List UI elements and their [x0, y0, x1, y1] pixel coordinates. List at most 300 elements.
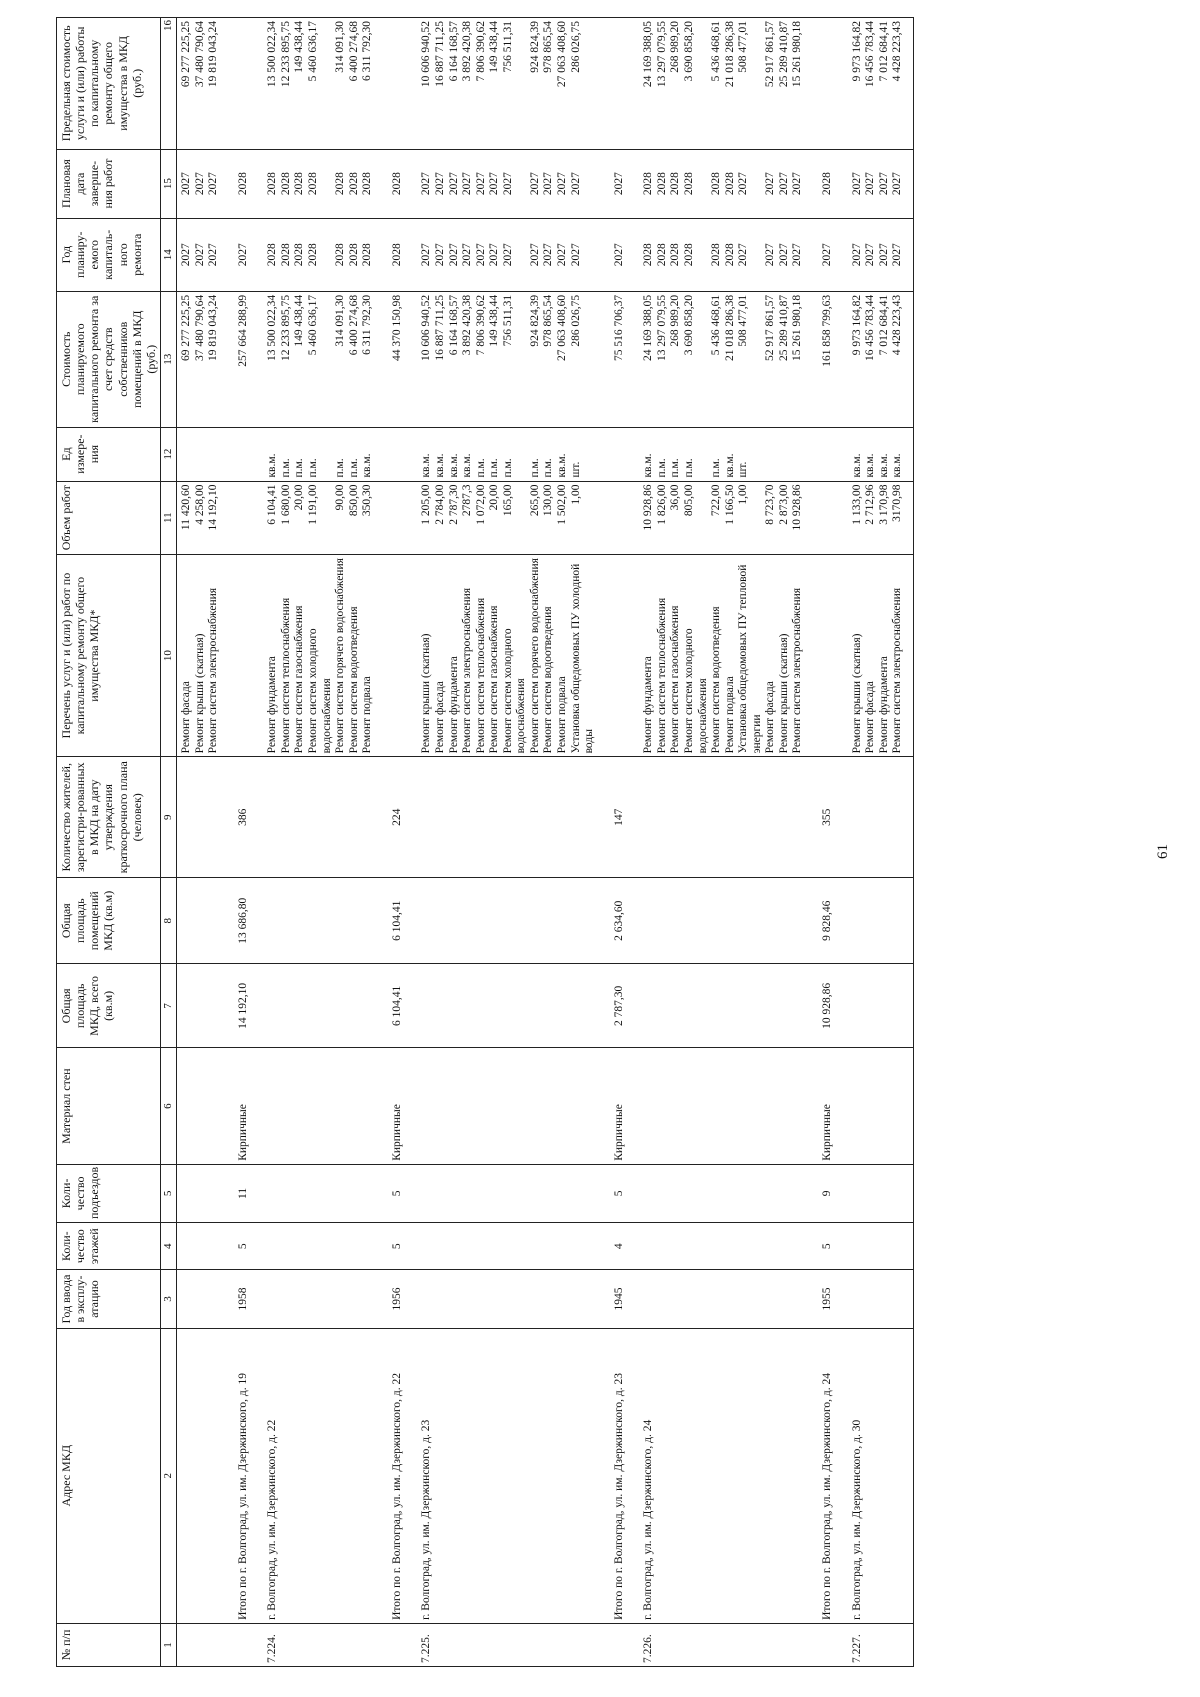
empty-cell [805, 964, 821, 1048]
row-number [669, 1623, 683, 1666]
empty-cell [851, 878, 865, 964]
row-number [502, 1623, 529, 1666]
header-entrances: Коли-чество подъездов [57, 1164, 161, 1222]
work-limit-cost: 19 819 043,24 [207, 18, 221, 150]
empty-cell [250, 481, 266, 554]
empty-cell [348, 757, 362, 878]
empty-cell [669, 878, 683, 964]
header-area-total: Общая площадь МКД, всего (кв.м) [57, 964, 161, 1048]
empty-cell [404, 964, 420, 1048]
empty-cell [556, 1222, 570, 1269]
work-name: Ремонт систем электроснабжения [791, 554, 805, 757]
empty-cell [656, 757, 670, 878]
work-year: 2027 [556, 218, 570, 291]
empty-cell [642, 1164, 656, 1222]
empty-cell [683, 878, 710, 964]
work-limit-cost: 6 164 168,57 [448, 18, 462, 150]
work-limit-cost: 508 477,01 [737, 18, 764, 150]
work-year: 2027 [791, 218, 805, 291]
work-year: 2027 [891, 218, 905, 291]
empty-cell [724, 1222, 738, 1269]
empty-cell [334, 878, 348, 964]
work-end-date: 2027 [434, 149, 448, 218]
empty-cell [361, 757, 375, 878]
empty-cell [669, 1164, 683, 1222]
work-cost: 13 297 079,55 [656, 291, 670, 427]
empty-cell [878, 757, 892, 878]
work-name: Ремонт систем газоснабжения [669, 554, 683, 757]
empty-cell [805, 1328, 821, 1623]
empty-cell [556, 964, 570, 1048]
work-year: 2027 [864, 218, 878, 291]
spacer-row [835, 18, 851, 1667]
empty-cell [778, 964, 792, 1048]
empty-cell [613, 554, 627, 757]
empty-cell [891, 964, 905, 1048]
empty-cell [307, 1270, 334, 1328]
work-volume: 2 873,00 [778, 481, 792, 554]
work-volume: 11 420,60 [177, 481, 194, 554]
empty-cell [461, 1222, 475, 1269]
empty-cell [529, 1222, 543, 1269]
empty-cell [420, 1164, 434, 1222]
empty-cell [764, 964, 778, 1048]
column-number: 9 [161, 757, 177, 878]
empty-cell [791, 964, 805, 1048]
empty-cell [334, 1270, 348, 1328]
work-limit-cost: 3 690 858,20 [683, 18, 710, 150]
empty-cell [280, 878, 294, 964]
empty-cell [878, 1048, 892, 1164]
work-name: Ремонт систем электроснабжения [207, 554, 221, 757]
empty-cell [878, 964, 892, 1048]
total-area: 6 104,41 [391, 964, 405, 1048]
empty-cell [502, 1048, 529, 1164]
work-name: Ремонт подвала [724, 554, 738, 757]
empty-cell [237, 427, 251, 481]
work-name: Ремонт крыши (скатная) [778, 554, 792, 757]
total-rooms-area: 9 828,46 [821, 878, 835, 964]
work-limit-cost: 25 289 410,87 [778, 18, 792, 150]
row-number [737, 1623, 764, 1666]
work-row [280, 18, 294, 1667]
empty-cell [448, 1164, 462, 1222]
empty-cell [878, 1164, 892, 1222]
work-limit-cost: 10 606 940,52 [420, 18, 434, 150]
work-end-date: 2028 [307, 149, 334, 218]
empty-cell [375, 18, 391, 150]
work-unit: п.м. [348, 427, 362, 481]
work-name: Ремонт фасада [434, 554, 448, 757]
empty-cell [177, 964, 194, 1048]
empty-cell [502, 1270, 529, 1328]
empty-cell [250, 291, 266, 427]
empty-cell [375, 1222, 391, 1269]
empty-cell [461, 1164, 475, 1222]
work-year: 2027 [448, 218, 462, 291]
empty-cell [626, 1270, 642, 1328]
empty-cell [221, 1222, 237, 1269]
empty-cell [905, 1164, 914, 1222]
work-volume: 36,00 [669, 481, 683, 554]
work-name: Ремонт фундамента [266, 554, 280, 757]
work-cost: 21 018 286,38 [724, 291, 738, 427]
work-volume: 805,00 [683, 481, 710, 554]
total-residents: 224 [391, 757, 405, 878]
work-year: 2028 [669, 218, 683, 291]
work-unit: кв.м. [361, 427, 375, 481]
work-row [669, 18, 683, 1667]
empty-cell [375, 1270, 391, 1328]
total-year: 2028 [391, 218, 405, 291]
work-volume: 1 205,00 [420, 481, 434, 554]
empty-cell [891, 1270, 905, 1328]
empty-cell [250, 18, 266, 150]
empty-cell [597, 218, 613, 291]
empty-cell [475, 964, 489, 1048]
empty-cell [597, 149, 613, 218]
empty-cell [656, 1222, 670, 1269]
work-unit: п.м. [280, 427, 294, 481]
work-year: 2027 [764, 218, 778, 291]
empty-cell [805, 757, 821, 878]
work-end-date: 2028 [348, 149, 362, 218]
empty-cell [502, 757, 529, 878]
row-number [891, 1623, 905, 1666]
empty-cell [461, 1270, 475, 1328]
work-year: 2028 [280, 218, 294, 291]
work-volume: 90,00 [334, 481, 348, 554]
work-cost: 19 819 043,24 [207, 291, 221, 427]
empty-cell [891, 1164, 905, 1222]
total-row [237, 18, 251, 1667]
empty-cell [669, 757, 683, 878]
total-entrances: 5 [613, 1164, 627, 1222]
empty-cell [626, 427, 642, 481]
empty-cell [891, 1222, 905, 1269]
work-unit: п.м. [669, 427, 683, 481]
empty-cell [805, 149, 821, 218]
work-name: Ремонт систем холодного водоснабжения [683, 554, 710, 757]
empty-cell [597, 481, 613, 554]
empty-cell [293, 964, 307, 1048]
work-volume: 1 680,00 [280, 481, 294, 554]
total-rooms-area: 2 634,60 [613, 878, 627, 964]
empty-cell [221, 1048, 237, 1164]
empty-cell [391, 481, 405, 554]
spacer-row [404, 18, 420, 1667]
empty-cell [542, 1048, 556, 1164]
empty-cell [851, 1222, 865, 1269]
work-limit-cost: 13 297 079,55 [656, 18, 670, 150]
empty-cell [597, 427, 613, 481]
empty-cell [391, 554, 405, 757]
empty-cell [434, 1048, 448, 1164]
empty-cell [420, 964, 434, 1048]
empty-cell [488, 757, 502, 878]
empty-cell [280, 1270, 294, 1328]
empty-cell [851, 757, 865, 878]
work-volume: 850,00 [348, 481, 362, 554]
empty-cell [626, 481, 642, 554]
empty-cell [556, 1048, 570, 1164]
empty-cell [613, 481, 627, 554]
empty-cell [375, 1048, 391, 1164]
empty-cell [448, 1048, 462, 1164]
column-number: 7 [161, 964, 177, 1048]
empty-cell [207, 1222, 221, 1269]
empty-cell [529, 964, 543, 1048]
address-cell [434, 1328, 448, 1623]
work-year: 2027 [420, 218, 434, 291]
work-limit-cost: 69 277 225,25 [177, 18, 194, 150]
work-row [891, 18, 905, 1667]
work-end-date: 2027 [864, 149, 878, 218]
empty-cell [434, 878, 448, 964]
empty-cell [683, 964, 710, 1048]
work-volume: 350,30 [361, 481, 375, 554]
work-limit-cost: 149 438,44 [488, 18, 502, 150]
empty-cell [656, 1164, 670, 1222]
empty-cell [375, 1328, 391, 1623]
total-residents: 355 [821, 757, 835, 878]
empty-cell [626, 878, 642, 964]
row-number [864, 1623, 878, 1666]
work-end-date: 2027 [529, 149, 543, 218]
work-volume: 20,00 [293, 481, 307, 554]
empty-cell [737, 1164, 764, 1222]
header-works: Перечень услуг и (или) работ по капитальному ремонту общего имущества МКД* [57, 554, 161, 757]
empty-cell [556, 757, 570, 878]
empty-cell [570, 757, 597, 878]
address-cell [461, 1328, 475, 1623]
row-number [710, 1623, 724, 1666]
column-number: 2 [161, 1328, 177, 1623]
work-cost: 13 500 022,34 [266, 291, 280, 427]
empty-cell [293, 757, 307, 878]
work-row [656, 18, 670, 1667]
work-row [791, 18, 805, 1667]
empty-cell [737, 1270, 764, 1328]
empty-cell [488, 878, 502, 964]
empty-cell [656, 878, 670, 964]
empty-cell [420, 1270, 434, 1328]
work-cost: 9 973 164,82 [851, 291, 865, 427]
work-unit: п.м. [293, 427, 307, 481]
empty-cell [835, 1164, 851, 1222]
work-cost: 3 892 420,38 [461, 291, 475, 427]
total-residents: 386 [237, 757, 251, 878]
work-limit-cost: 7 012 684,41 [878, 18, 892, 150]
work-unit: кв.м. [891, 427, 905, 481]
empty-cell [626, 757, 642, 878]
empty-cell [266, 1270, 280, 1328]
empty-cell [835, 481, 851, 554]
empty-cell [221, 481, 237, 554]
empty-cell [710, 1048, 724, 1164]
work-limit-cost: 756 511,31 [502, 18, 529, 150]
work-cost: 4 428 223,43 [891, 291, 905, 427]
work-row [642, 18, 656, 1667]
work-limit-cost: 15 261 980,18 [791, 18, 805, 150]
empty-cell [194, 1164, 208, 1222]
empty-cell [404, 1328, 420, 1623]
empty-cell [626, 149, 642, 218]
total-rooms-area: 6 104,41 [391, 878, 405, 964]
work-limit-cost: 3 892 420,38 [461, 18, 475, 150]
empty-cell [361, 964, 375, 1048]
empty-cell [221, 18, 237, 150]
work-row [207, 18, 221, 1667]
total-year-built: 1945 [613, 1270, 627, 1328]
empty-cell [375, 1623, 391, 1666]
work-cost: 10 606 940,52 [420, 291, 434, 427]
row-number: 7.227. [851, 1623, 865, 1666]
total-residents: 147 [613, 757, 627, 878]
empty-cell [434, 757, 448, 878]
empty-cell [805, 291, 821, 427]
empty-cell [835, 427, 851, 481]
total-year: 2027 [613, 218, 627, 291]
empty-cell [724, 878, 738, 964]
empty-cell [683, 1048, 710, 1164]
empty-cell [207, 964, 221, 1048]
work-row [348, 18, 362, 1667]
row-number [361, 1623, 375, 1666]
empty-cell [293, 1270, 307, 1328]
empty-cell [710, 964, 724, 1048]
empty-cell [488, 1222, 502, 1269]
work-year: 2027 [488, 218, 502, 291]
empty-cell [177, 1270, 194, 1328]
empty-cell [375, 878, 391, 964]
address-cell [448, 1328, 462, 1623]
work-unit [194, 427, 208, 481]
empty-cell [835, 757, 851, 878]
empty-cell [280, 1048, 294, 1164]
work-volume: 1 826,00 [656, 481, 670, 554]
empty-cell [237, 481, 251, 554]
empty-cell [642, 1048, 656, 1164]
empty-cell [529, 878, 543, 964]
empty-cell [805, 481, 821, 554]
work-limit-cost: 5 460 636,17 [307, 18, 334, 150]
work-cost: 756 511,31 [502, 291, 529, 427]
address-cell: г. Волгоград, ул. им. Дзержинского, д. 23 [420, 1328, 434, 1623]
empty-cell [375, 554, 391, 757]
empty-cell [266, 878, 280, 964]
empty-cell [570, 878, 597, 964]
row-number [475, 1623, 489, 1666]
empty-cell [597, 554, 613, 757]
work-row [737, 18, 764, 1667]
work-year: 2027 [461, 218, 475, 291]
work-unit: п.м. [475, 427, 489, 481]
empty-cell [207, 1048, 221, 1164]
work-unit: кв.м. [434, 427, 448, 481]
total-row [613, 18, 627, 1667]
empty-cell [864, 878, 878, 964]
work-volume: 10 928,86 [642, 481, 656, 554]
work-name: Установка общедомовых ПУ тепловой энергии [737, 554, 764, 757]
total-floors: 4 [613, 1222, 627, 1269]
empty-cell [221, 427, 237, 481]
empty-cell [293, 1048, 307, 1164]
empty-cell [805, 1623, 821, 1666]
work-row [307, 18, 334, 1667]
column-number: 3 [161, 1270, 177, 1328]
empty-cell [221, 554, 237, 757]
empty-cell [891, 757, 905, 878]
work-row [864, 18, 878, 1667]
work-volume: 1 166,50 [724, 481, 738, 554]
work-name: Ремонт крыши (скатная) [420, 554, 434, 757]
work-cost: 924 824,39 [529, 291, 543, 427]
work-limit-cost: 52 917 861,57 [764, 18, 778, 150]
header-end-date: Плановая дата заверше-ния работ [57, 149, 161, 218]
empty-cell [375, 427, 391, 481]
work-volume: 265,00 [529, 481, 543, 554]
empty-cell [737, 1222, 764, 1269]
work-volume: 2 712,96 [864, 481, 878, 554]
address-cell [529, 1328, 543, 1623]
empty-cell [597, 1164, 613, 1222]
empty-cell [448, 1270, 462, 1328]
empty-cell [475, 1270, 489, 1328]
header-residents: Количество жителей, зарегистри-рованных в МКД на дату утверждения краткосрочного плана (человек) [57, 757, 161, 878]
empty-cell [250, 757, 266, 878]
empty-cell [905, 427, 914, 481]
empty-cell [669, 1270, 683, 1328]
empty-cell [250, 149, 266, 218]
address-cell [683, 1328, 710, 1623]
empty-cell [177, 1048, 194, 1164]
empty-cell [642, 757, 656, 878]
empty-cell [791, 1222, 805, 1269]
empty-cell [177, 757, 194, 878]
address-cell [570, 1328, 597, 1623]
empty-cell [361, 1222, 375, 1269]
empty-cell [613, 427, 627, 481]
empty-cell [864, 1270, 878, 1328]
empty-cell [194, 1270, 208, 1328]
empty-cell [334, 1222, 348, 1269]
work-volume: 3170,98 [891, 481, 905, 554]
empty-cell [669, 964, 683, 1048]
header-area-rooms: Общая площадь помещений МКД (кв.м) [57, 878, 161, 964]
work-end-date: 2027 [207, 149, 221, 218]
total-floors: 5 [391, 1222, 405, 1269]
header-repair-year: Год планиру-емого капиталь-ного ремонта [57, 218, 161, 291]
work-name: Ремонт систем горячего водоснабжения [529, 554, 543, 757]
empty-cell [597, 18, 613, 150]
work-row [683, 18, 710, 1667]
work-unit: кв.м. [864, 427, 878, 481]
work-end-date: 2028 [361, 149, 375, 218]
empty-cell [597, 1328, 613, 1623]
empty-cell [250, 878, 266, 964]
empty-cell [905, 1328, 914, 1623]
work-year: 2028 [361, 218, 375, 291]
work-cost: 6 311 792,30 [361, 291, 375, 427]
empty-cell [348, 1222, 362, 1269]
work-row [488, 18, 502, 1667]
work-row [266, 18, 280, 1667]
work-limit-cost: 16 887 711,25 [434, 18, 448, 150]
empty-cell [434, 1164, 448, 1222]
work-end-date: 2028 [293, 149, 307, 218]
empty-cell [404, 1623, 420, 1666]
